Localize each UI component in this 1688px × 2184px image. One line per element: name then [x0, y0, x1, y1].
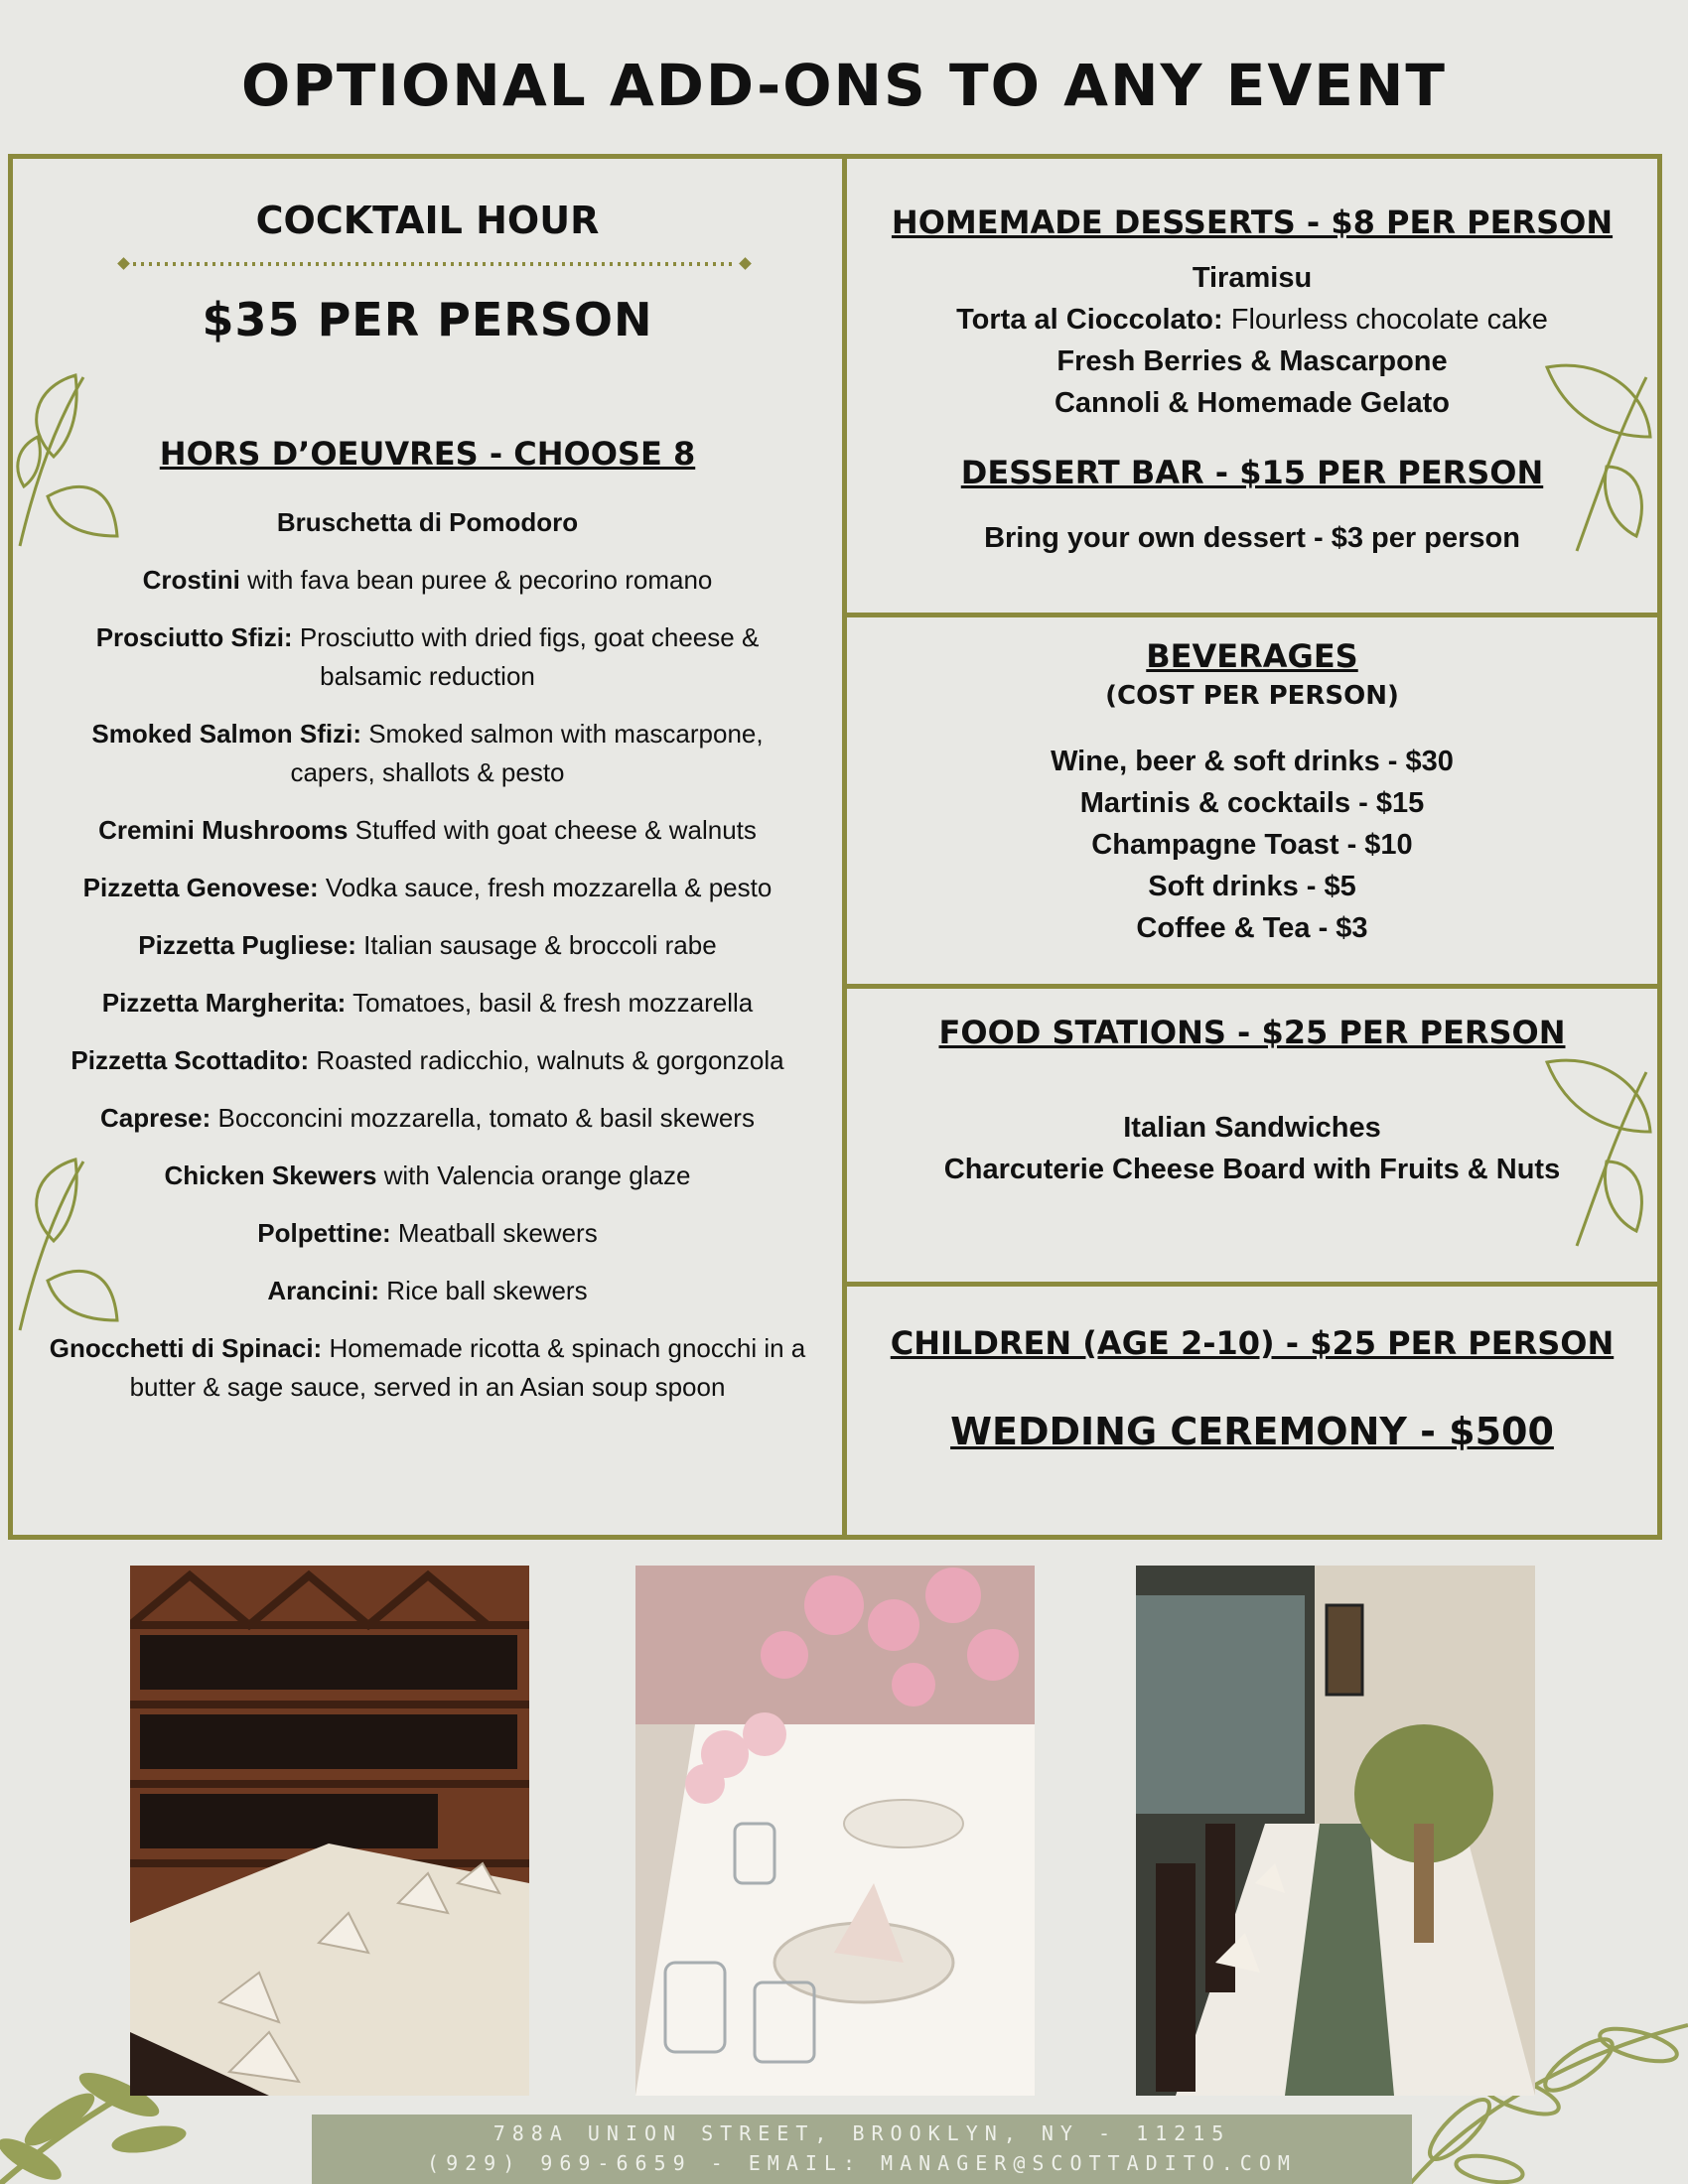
children-title: CHILDREN (AGE 2-10) - $25 PER PERSON — [890, 1324, 1615, 1362]
list-item: Arancini: Rice ball skewers — [267, 1276, 588, 1305]
list-item: Bruschetta di Pomodoro — [276, 507, 579, 537]
byo-dessert: Bring your own dessert - $3 per person — [984, 522, 1520, 554]
station-item: Charcuterie Cheese Board with Fruits & Nuts — [943, 1154, 1561, 1185]
dining-room-photo — [1136, 1566, 1535, 2096]
hors-doeuvres-list — [28, 503, 827, 1426]
beverage-item: Martinis & cocktails - $15 — [1079, 787, 1425, 819]
desserts-section — [847, 204, 1657, 559]
section-divider — [842, 984, 1662, 989]
list-item: Gnocchetti di Spinaci: Homemade ricotta & spinach gnocchi in a butter & sage sauce, served in an Asian soup spoon — [49, 1333, 806, 1402]
list-item: Prosciutto Sfizi: Prosciutto with dried figs, goat cheese & balsamic reduction — [95, 622, 760, 691]
footer-phone-email: (929) 969-6659 - EMAIL: MANAGER@SCOTTADITO.COM — [427, 2151, 1297, 2175]
list-item: Pizzetta Scottadito: Roasted radicchio, walnuts & gorgonzola — [70, 1045, 784, 1075]
children-section — [847, 1324, 1657, 1453]
list-item: Pizzetta Genovese: Vodka sauce, fresh mozzarella & pesto — [82, 873, 773, 902]
table-setting-photo — [635, 1566, 1035, 2096]
food-stations-title: FOOD STATIONS - $25 PER PERSON — [938, 1014, 1566, 1051]
dessert-item: Cannoli & Homemade Gelato — [1054, 387, 1450, 419]
beverages-subtitle: (COST PER PERSON) — [1105, 681, 1399, 711]
beverage-item: Soft drinks - $5 — [1148, 871, 1356, 902]
list-item: Caprese: Bocconcini mozzarella, tomato & basil skewers — [100, 1103, 755, 1133]
list-item: Cremini Mushrooms Stuffed with goat cheese & walnuts — [98, 815, 757, 845]
dessert-bar-title: DESSERT BAR - $15 PER PERSON — [960, 454, 1544, 491]
dotted-divider — [117, 257, 753, 271]
station-item: Italian Sandwiches — [1123, 1112, 1381, 1144]
list-item: Chicken Skewers with Valencia orange glaze — [164, 1160, 691, 1190]
list-item: Pizzetta Margherita: Tomatoes, basil & fresh mozzarella — [101, 988, 754, 1018]
wedding-ceremony-title: WEDDING CEREMONY - $500 — [950, 1410, 1554, 1453]
beverage-item: Wine, beer & soft drinks - $30 — [1051, 746, 1454, 777]
dessert-item: Tiramisu — [1192, 262, 1313, 294]
dessert-item: Fresh Berries & Mascarpone — [1056, 345, 1448, 377]
list-item: Polpettine: Meatball skewers — [257, 1218, 598, 1248]
section-divider — [842, 1282, 1662, 1287]
footer-address: 788A UNION STREET, BROOKLYN, NY - 11215 — [492, 2121, 1231, 2145]
section-divider — [842, 613, 1662, 617]
page-title: OPTIONAL ADD-ONS TO ANY EVENT — [241, 52, 1447, 119]
beverage-item: Coffee & Tea - $3 — [1136, 912, 1368, 944]
hors-doeuvres-title: HORS D’OEUVRES - CHOOSE 8 — [159, 435, 696, 473]
list-item: Pizzetta Pugliese: Italian sausage & broccoli rabe — [138, 930, 717, 960]
beverage-item: Champagne Toast - $10 — [1091, 829, 1413, 861]
food-stations-section — [847, 1014, 1657, 1190]
list-item: Smoked Salmon Sfizi: Smoked salmon with mascarpone, capers, shallots & pesto — [91, 719, 764, 787]
beverages-section — [847, 637, 1657, 949]
dessert-item: Torta al Cioccolato: Flourless chocolate cake — [956, 304, 1548, 336]
list-item: Crostini with fava bean puree & pecorino romano — [142, 565, 713, 595]
cocktail-hour-title: COCKTAIL HOUR — [255, 199, 600, 242]
footer-contact — [312, 2115, 1412, 2184]
desserts-title: HOMEMADE DESSERTS - $8 PER PERSON — [891, 204, 1614, 241]
wine-cellar-photo — [130, 1566, 529, 2096]
cocktail-price: $35 PER PERSON — [202, 293, 653, 346]
beverages-title: BEVERAGES — [1146, 637, 1358, 675]
